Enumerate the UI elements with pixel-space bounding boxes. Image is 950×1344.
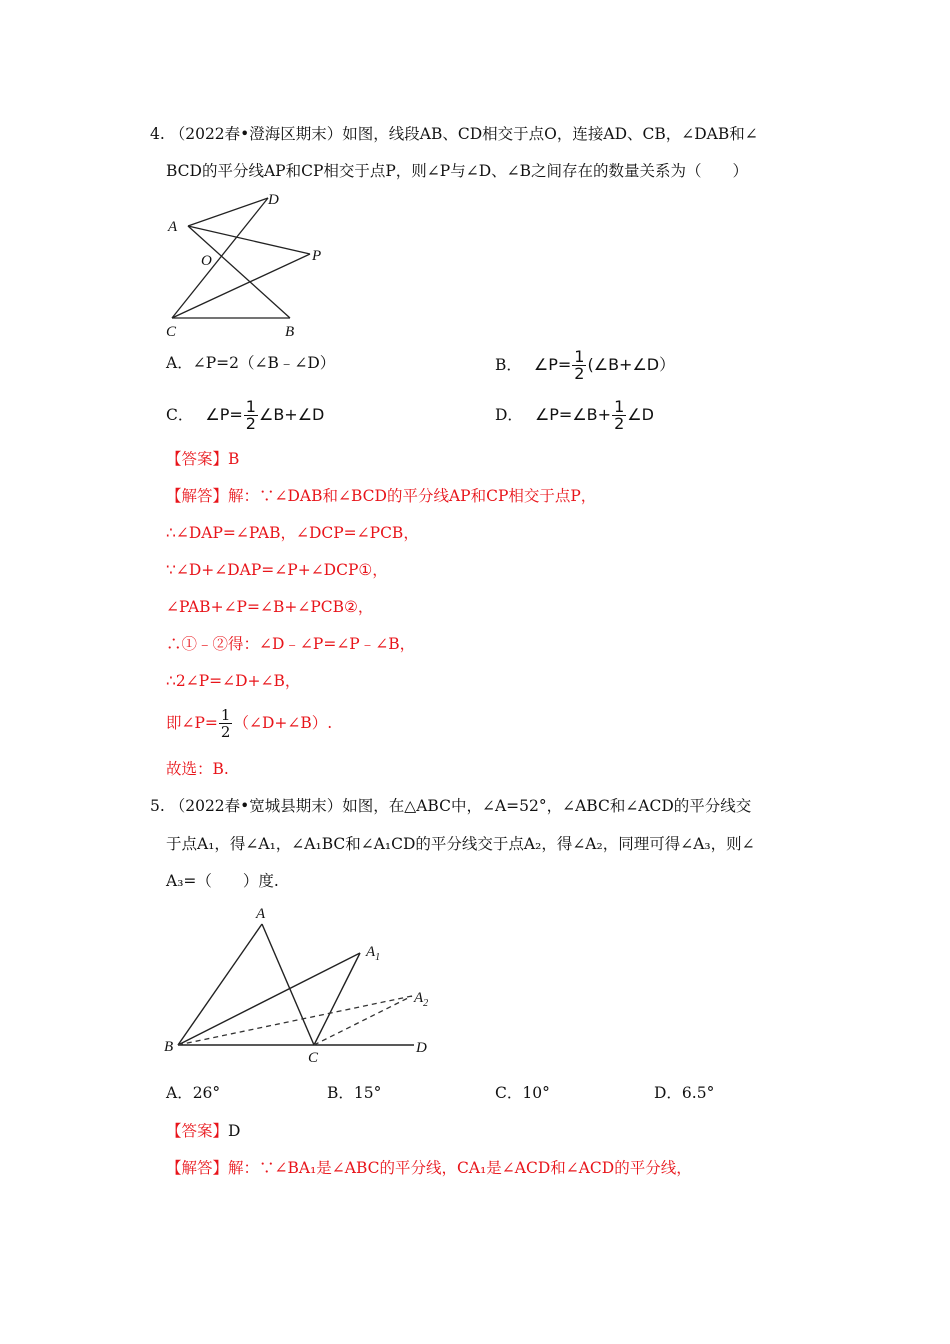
q5-figure (158, 900, 448, 1068)
answer-tag: 【答案】 (166, 1122, 229, 1140)
label-A: A (168, 219, 178, 235)
segment-BA2 (178, 996, 412, 1045)
label-A2: $A_2$ (414, 990, 429, 1009)
solution-line7-pre: 即∠P= (166, 714, 218, 732)
segment-DC (172, 198, 268, 318)
q5-stem-line1: 5. （2022春•宽城县期末）如图，在△ABC中，∠A=52°，∠ABC和∠ACD的平分线交 (150, 797, 752, 815)
label-A: A (256, 906, 266, 922)
q4-solution-line5: ∴①﹣②得：∠D﹣∠P=∠P﹣∠B， (166, 635, 416, 653)
q5-option-b[interactable]: B．15° (327, 1084, 382, 1102)
option-c-pre: ∠P= (205, 405, 243, 424)
option-a-text: ∠P=2（∠B﹣∠D） (192, 354, 336, 372)
q4-option-b[interactable] (495, 343, 675, 387)
label-P: P (312, 248, 322, 264)
answer-value: D (228, 1122, 241, 1140)
q4-solution-line2: ∴∠DAP=∠PAB，∠DCP=∠PCB， (166, 524, 419, 542)
label-D: D (416, 1040, 427, 1056)
label-A1: $A_1$ (366, 944, 381, 963)
option-b-label: B． (495, 356, 522, 374)
label-D: D (268, 192, 279, 208)
q5-solution-line1 (166, 1158, 692, 1178)
q5-stem-line2: 于点A₁，得∠A₁，∠A₁BC和∠A₁CD的平分线交于点A₂，得∠A₂，同理可得∠A₃，则∠ (166, 835, 755, 853)
solution-line7-post: （∠D+∠B）. (233, 714, 333, 732)
option-d-post: ∠D (627, 405, 654, 424)
q5-option-d[interactable]: D．6.5° (654, 1084, 715, 1102)
q5-option-c[interactable]: C．10° (495, 1084, 550, 1102)
solution-tag: 【解答】 (166, 487, 229, 505)
segment-BA1 (178, 953, 360, 1045)
q4-solution-line6: ∴2∠P=∠D+∠B， (166, 672, 301, 690)
option-d-fraction: $\frac{1}{2}$ (614, 396, 625, 433)
option-d-pre: ∠P=∠B+ (534, 405, 612, 424)
label-B: B (164, 1039, 174, 1055)
solution-fraction: $\frac{1}{2}$ (220, 705, 231, 741)
q4-solution-line1 (166, 486, 596, 506)
option-d-label: D． (495, 406, 523, 424)
label-O: O (201, 253, 212, 269)
solution-text: 解：∵∠BA₁是∠ABC的平分线，CA₁是∠ACD和∠ACD的平分线， (228, 1159, 692, 1177)
label-B: B (285, 324, 295, 340)
option-b-fraction: $\frac{1}{2}$ (574, 346, 585, 383)
q4-option-c[interactable] (166, 393, 324, 437)
option-b-pre: ∠P= (533, 355, 572, 374)
segment-AP (188, 226, 310, 254)
segment-AC (262, 924, 314, 1045)
q4-solution-line8: 故选：B. (166, 760, 229, 778)
segment-CA2 (314, 996, 412, 1045)
answer-tag: 【答案】 (166, 450, 229, 468)
q4-solution-line7 (166, 701, 332, 745)
q4-solution-line3: ∵∠D+∠DAP=∠P+∠DCP①， (166, 561, 388, 579)
q4-option-d[interactable] (495, 393, 654, 437)
q5-option-a[interactable]: A．26° (166, 1084, 221, 1102)
segment-CA1 (314, 953, 360, 1045)
solution-text: 解：∵∠DAB和∠BCD的平分线AP和CP相交于点P， (228, 487, 597, 505)
q4-figure (158, 186, 338, 344)
q4-stem-line1: 4. （2022春•澄海区期末）如图，线段AB、CD相交于点O，连接AD、CB，∠DAB和∠ (150, 125, 758, 143)
segment-BA (178, 924, 262, 1045)
label-C: C (166, 324, 177, 340)
answer-value: B (228, 450, 240, 468)
q5-answer (166, 1121, 240, 1141)
q4-solution-line4: ∠PAB+∠P=∠B+∠PCB②， (166, 598, 374, 616)
q5-stem-line3: A₃=（ ）度. (166, 872, 279, 890)
option-c-fraction: $\frac{1}{2}$ (245, 396, 256, 433)
solution-tag: 【解答】 (166, 1159, 229, 1177)
option-b-post: (∠B+∠D） (587, 355, 676, 374)
q4-stem-line2: BCD的平分线AP和CP相交于点P，则∠P与∠D、∠B之间存在的数量关系为（ ） (166, 162, 749, 180)
segment-CP (172, 254, 310, 318)
label-C: C (308, 1050, 319, 1066)
option-a-label: A． (166, 354, 193, 372)
q4-answer (166, 449, 239, 469)
q4-option-a[interactable] (166, 353, 335, 373)
option-c-post: ∠B+∠D (258, 405, 325, 424)
option-c-label: C． (166, 406, 194, 424)
